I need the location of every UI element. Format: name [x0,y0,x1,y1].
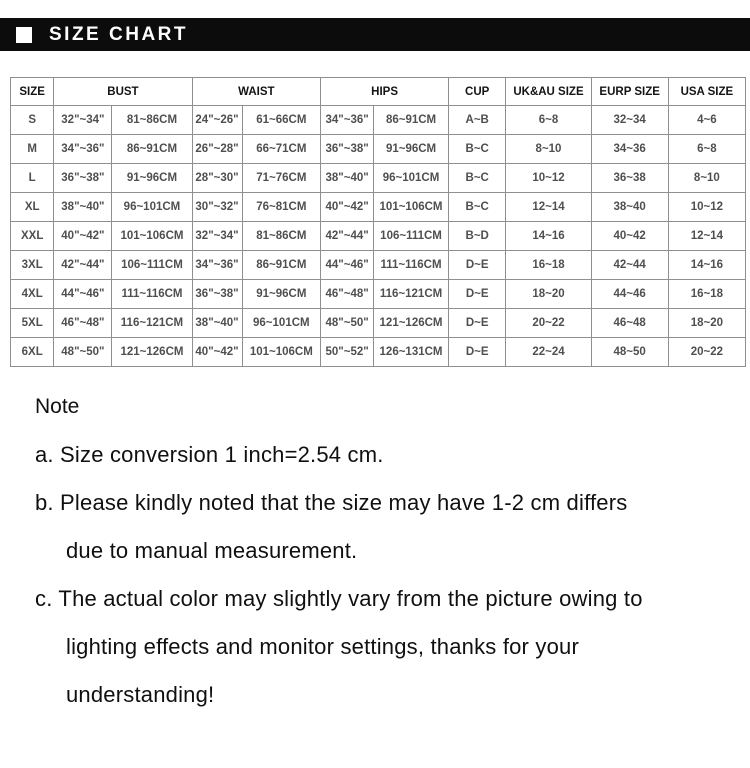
value-cell: 76~81CM [242,193,321,222]
page-title: SIZE CHART [49,23,188,45]
value-cell: 38"~40" [192,309,242,338]
value-cell: 44"~46" [54,280,112,309]
value-cell: 8~10 [668,164,745,193]
value-cell: 42"~44" [321,222,374,251]
value-cell: 26"~28" [192,135,242,164]
column-header: HIPS [321,78,449,106]
value-cell: 101~106CM [374,193,449,222]
value-cell: 42~44 [591,251,668,280]
value-cell: B~D [449,222,506,251]
size-cell: XL [11,193,54,222]
note-line: a. Size conversion 1 inch=2.54 cm. [35,442,384,467]
value-cell: 24"~26" [192,106,242,135]
size-cell: L [11,164,54,193]
value-cell: 34"~36" [192,251,242,280]
value-cell: 4~6 [668,106,745,135]
value-cell: 40"~42" [321,193,374,222]
value-cell: 111~116CM [112,280,192,309]
value-cell: 101~106CM [242,338,321,367]
value-cell: 86~91CM [374,106,449,135]
value-cell: 36~38 [591,164,668,193]
value-cell: 36"~38" [54,164,112,193]
table-row [11,193,746,222]
value-cell: 38~40 [591,193,668,222]
value-cell: D~E [449,251,506,280]
size-cell: 6XL [11,338,54,367]
value-cell: 46~48 [591,309,668,338]
notes-title: Note [35,395,80,418]
value-cell: 40"~42" [54,222,112,251]
table-row [11,309,746,338]
value-cell: 48"~50" [54,338,112,367]
value-cell: 46"~48" [54,309,112,338]
value-cell: 40"~42" [192,338,242,367]
value-cell: 91~96CM [374,135,449,164]
value-cell: 101~106CM [112,222,192,251]
value-cell: 121~126CM [374,309,449,338]
value-cell: 10~12 [668,193,745,222]
value-cell: 18~20 [506,280,591,309]
value-cell: B~C [449,164,506,193]
size-cell: XXL [11,222,54,251]
notes-section [35,383,730,719]
value-cell: 50"~52" [321,338,374,367]
value-cell: B~C [449,135,506,164]
value-cell: 86~91CM [242,251,321,280]
value-cell: 106~111CM [374,222,449,251]
value-cell: 12~14 [668,222,745,251]
note-line: lighting effects and monitor settings, thanks for your [66,634,579,659]
value-cell: 44~46 [591,280,668,309]
value-cell: 71~76CM [242,164,321,193]
size-cell: 5XL [11,309,54,338]
value-cell: A~B [449,106,506,135]
value-cell: 61~66CM [242,106,321,135]
note-item [35,575,730,719]
value-cell: 81~86CM [242,222,321,251]
value-cell: 86~91CM [112,135,192,164]
value-cell: 32~34 [591,106,668,135]
table-row [11,280,746,309]
value-cell: D~E [449,280,506,309]
size-cell: 4XL [11,280,54,309]
value-cell: 8~10 [506,135,591,164]
size-cell: 3XL [11,251,54,280]
note-item [35,431,730,479]
value-cell: 28"~30" [192,164,242,193]
column-header: EURP SIZE [591,78,668,106]
value-cell: 126~131CM [374,338,449,367]
value-cell: 16~18 [506,251,591,280]
value-cell: 81~86CM [112,106,192,135]
column-header: USA SIZE [668,78,745,106]
value-cell: 34"~36" [54,135,112,164]
value-cell: 96~101CM [374,164,449,193]
column-header: CUP [449,78,506,106]
value-cell: 106~111CM [112,251,192,280]
value-cell: 91~96CM [242,280,321,309]
value-cell: 30"~32" [192,193,242,222]
note-line: understanding! [66,682,215,707]
value-cell: 116~121CM [112,309,192,338]
table-row [11,251,746,280]
value-cell: D~E [449,338,506,367]
value-cell: 116~121CM [374,280,449,309]
value-cell: 96~101CM [112,193,192,222]
value-cell: 14~16 [506,222,591,251]
value-cell: 44"~46" [321,251,374,280]
value-cell: 42"~44" [54,251,112,280]
value-cell: 91~96CM [112,164,192,193]
note-line: due to manual measurement. [66,538,358,563]
table-row [11,338,746,367]
value-cell: 12~14 [506,193,591,222]
note-line: c. The actual color may slightly vary from the picture owing to [35,586,643,611]
value-cell: 16~18 [668,280,745,309]
value-cell: 36"~38" [192,280,242,309]
value-cell: 32"~34" [192,222,242,251]
size-chart-title-bar [0,18,750,51]
value-cell: 10~12 [506,164,591,193]
column-header: SIZE [11,78,54,106]
value-cell: 34"~36" [321,106,374,135]
value-cell: 34~36 [591,135,668,164]
table-header-row [11,78,746,106]
value-cell: 36"~38" [321,135,374,164]
value-cell: 38"~40" [54,193,112,222]
value-cell: 14~16 [668,251,745,280]
size-table [10,77,746,367]
table-row [11,222,746,251]
value-cell: 40~42 [591,222,668,251]
table-row [11,164,746,193]
note-line: b. Please kindly noted that the size may have 1-2 cm differs [35,490,628,515]
table-row [11,106,746,135]
value-cell: 46"~48" [321,280,374,309]
value-cell: 48"~50" [321,309,374,338]
size-cell: M [11,135,54,164]
table-row [11,135,746,164]
column-header: WAIST [192,78,321,106]
value-cell: 6~8 [506,106,591,135]
value-cell: 66~71CM [242,135,321,164]
value-cell: D~E [449,309,506,338]
value-cell: 96~101CM [242,309,321,338]
value-cell: 48~50 [591,338,668,367]
value-cell: 38"~40" [321,164,374,193]
value-cell: 20~22 [506,309,591,338]
column-header: UK&AU SIZE [506,78,591,106]
column-header: BUST [54,78,192,106]
note-item [35,479,730,575]
value-cell: 111~116CM [374,251,449,280]
notes-list [35,431,730,719]
table-body [11,106,746,367]
value-cell: B~C [449,193,506,222]
square-bullet-icon [16,27,32,43]
size-cell: S [11,106,54,135]
value-cell: 32"~34" [54,106,112,135]
value-cell: 121~126CM [112,338,192,367]
value-cell: 20~22 [668,338,745,367]
value-cell: 22~24 [506,338,591,367]
size-table-container [10,77,742,367]
value-cell: 6~8 [668,135,745,164]
value-cell: 18~20 [668,309,745,338]
